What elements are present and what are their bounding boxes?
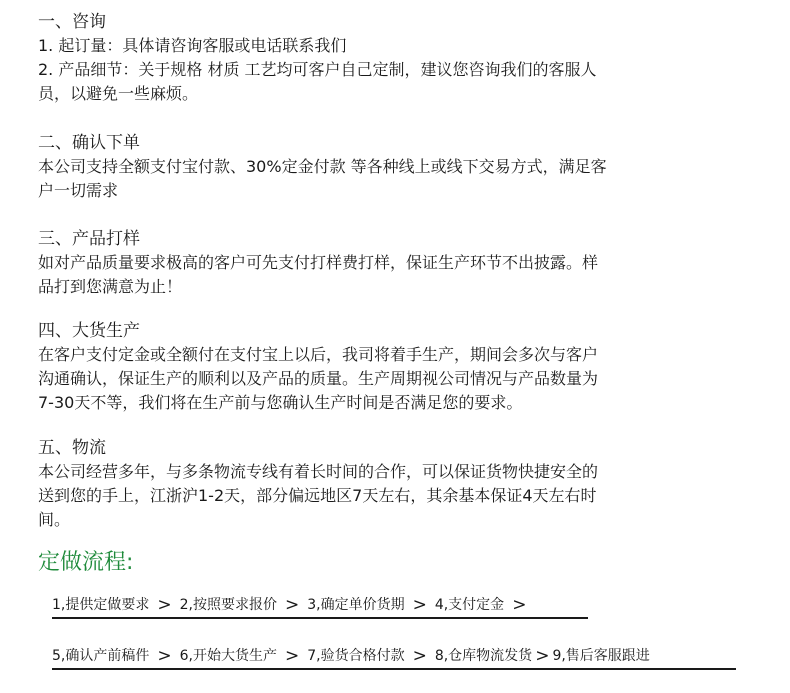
section-consult [38, 10, 758, 106]
flow-step: 6,开始大货生产 [179, 648, 277, 664]
chevron-right-icon: > [157, 595, 172, 615]
section-title: 二、确认下单 [38, 133, 140, 153]
section-line: 沟通确认，保证生产的顺利以及产品的质量。生产周期视公司情况与产品数量为 [38, 369, 599, 388]
section-line: 2. 产品细节：关于规格 材质 工艺均可客户自己定制，建议您咨询我们的客服人 [38, 60, 597, 79]
section-order [38, 131, 758, 203]
section-line: 7-30天不等，我们将在生产前与您确认生产时间是否满足您的要求。 [38, 393, 523, 412]
flow-row-1 [52, 594, 588, 619]
flow-step: 8,仓库物流发货 [434, 648, 533, 664]
chevron-right-icon: > [284, 646, 300, 666]
flow-step: 3,确定单价货期 [307, 597, 405, 613]
section-line: 间。 [38, 510, 71, 529]
section-line: 户一切需求 [38, 181, 119, 200]
chevron-right-icon: > [284, 595, 300, 615]
flow-step: 9,售后客服跟进 [552, 648, 650, 664]
section-line: 在客户支付定金或全额付在支付宝上以后，我司将着手生产，期间会多次与客户 [38, 345, 599, 364]
chevron-right-icon: > [512, 595, 527, 615]
section-line: 品打到您满意为止！ [38, 277, 183, 296]
flow-step: 7,验货合格付款 [307, 648, 405, 664]
section-line: 本公司经营多年，与多条物流专线有着长时间的合作，可以保证货物快捷安全的 [38, 462, 599, 481]
chevron-right-icon: > [157, 646, 172, 666]
section-title: 四、大货生产 [38, 321, 140, 341]
section-title: 五、物流 [38, 438, 106, 458]
flow-step: 2,按照要求报价 [179, 597, 277, 613]
section-line: 送到您的手上，江浙沪1-2天，部分偏远地区7天左右，其余基本保证4天左右时 [38, 486, 597, 505]
flow-step: 1,提供定做要求 [52, 597, 150, 613]
section-line: 员，以避免一些麻烦。 [38, 84, 199, 103]
flow-row-2 [52, 645, 736, 670]
section-line: 如对产品质量要求极高的客户可先支付打样费打样，保证生产环节不出披露。样 [38, 253, 599, 272]
flow-step: 4,支付定金 [434, 597, 505, 613]
section-title: 三、产品打样 [38, 229, 140, 249]
section-line: 本公司支持全额支付宝付款、30%定金付款 等各种线上或线下交易方式，满足客 [38, 157, 607, 176]
section-line: 1. 起订量：具体请咨询客服或电话联系我们 [38, 36, 347, 55]
chevron-right-icon: > [412, 646, 427, 666]
section-title: 一、咨询 [38, 12, 106, 32]
flow-title: 定做流程: [38, 550, 134, 575]
flow-step: 5,确认产前稿件 [52, 648, 150, 664]
section-production [38, 319, 758, 415]
chevron-right-icon: > [412, 595, 427, 615]
chevron-right-icon: > [535, 646, 550, 666]
section-logistics [38, 436, 758, 532]
section-sample [38, 227, 758, 299]
